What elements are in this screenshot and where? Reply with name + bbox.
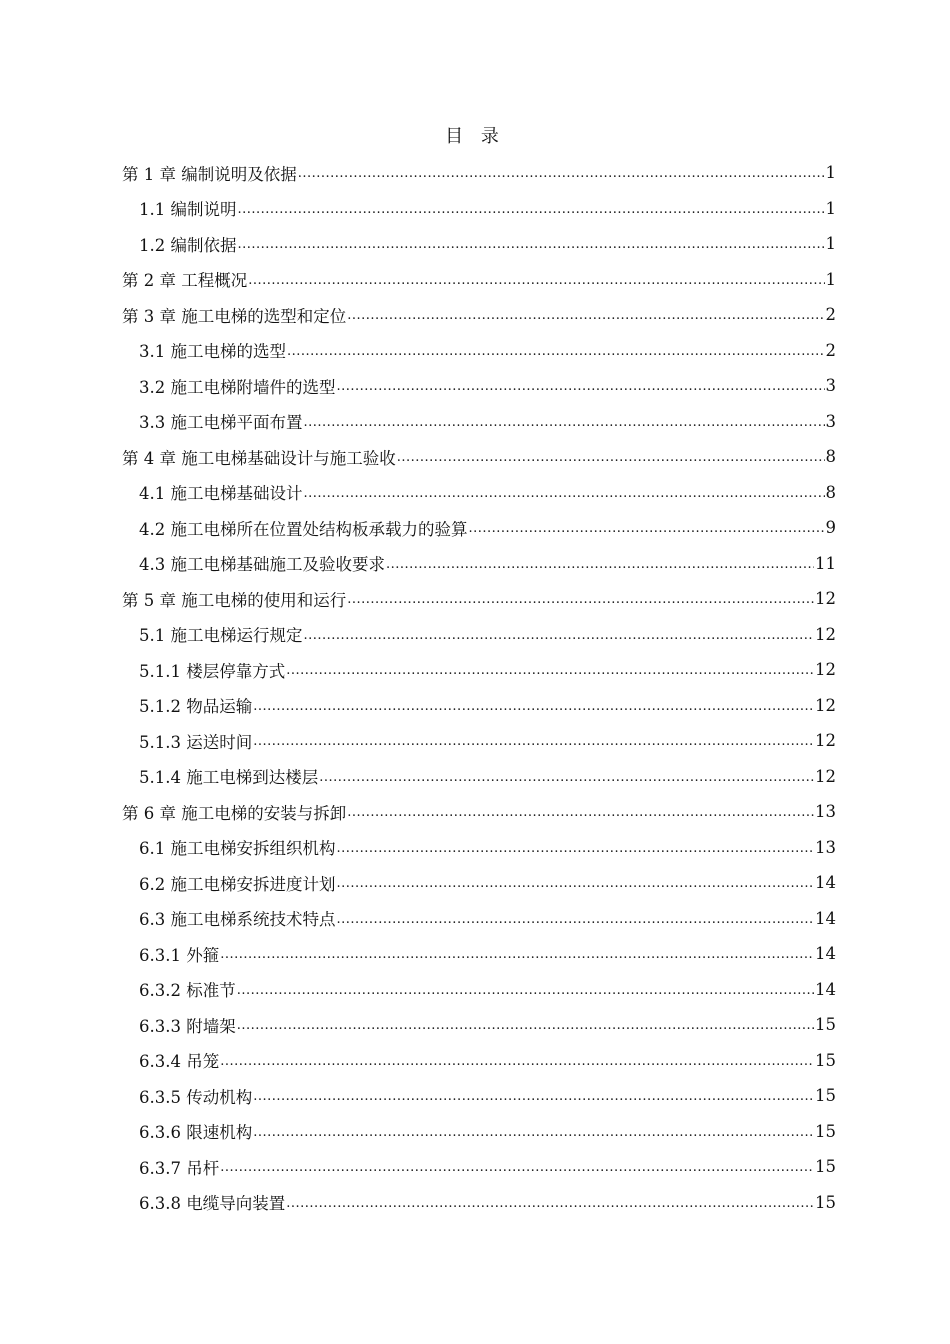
toc-dot-leader <box>347 592 814 607</box>
toc-entry-label: 6.3.3 附墙架 <box>139 1016 236 1036</box>
toc-dot-leader <box>253 1125 814 1140</box>
toc-section-entry[interactable] <box>122 830 836 866</box>
toc-dot-leader <box>337 876 815 891</box>
toc-title: 目 录 <box>445 126 505 147</box>
toc-dot-leader <box>248 273 824 288</box>
toc-section-entry[interactable] <box>122 510 836 546</box>
toc-dot-leader <box>337 379 825 394</box>
toc-section-entry[interactable] <box>122 972 836 1008</box>
toc-entry-label: 5.1.1 楼层停靠方式 <box>139 661 286 681</box>
toc-chapter-entry[interactable] <box>122 155 836 191</box>
toc-page-number: 12 <box>815 589 836 609</box>
toc-section-entry[interactable] <box>122 1149 836 1185</box>
toc-section-entry[interactable] <box>122 1078 836 1114</box>
toc-entry-label: 第 2 章 工程概况 <box>122 271 248 291</box>
toc-page-number: 14 <box>815 908 836 928</box>
toc-section-entry[interactable] <box>122 191 836 227</box>
toc-section-entry[interactable] <box>122 475 836 511</box>
toc-section-entry[interactable] <box>122 936 836 972</box>
toc-page-number: 3 <box>825 376 836 396</box>
toc-dot-leader <box>347 805 814 820</box>
toc-entry-label: 4.1 施工电梯基础设计 <box>139 484 303 504</box>
toc-dot-leader <box>253 1089 814 1104</box>
toc-dot-leader <box>220 947 814 962</box>
toc-section-entry[interactable] <box>122 333 836 369</box>
toc-entry-label: 5.1.4 施工电梯到达楼层 <box>139 768 319 788</box>
toc-page-number: 9 <box>825 518 836 538</box>
toc-section-entry[interactable] <box>122 226 836 262</box>
toc-entry-label: 4.3 施工电梯基础施工及验收要求 <box>139 555 385 575</box>
toc-section-entry[interactable] <box>122 865 836 901</box>
toc-entry-label: 1.1 编制说明 <box>139 200 237 220</box>
toc-entry-label: 6.1 施工电梯安拆组织机构 <box>139 839 336 859</box>
toc-page-number: 12 <box>815 624 836 644</box>
toc-page-number: 15 <box>815 1015 836 1035</box>
toc-chapter-entry[interactable] <box>122 297 836 333</box>
toc-page-number: 15 <box>815 1157 836 1177</box>
toc-entry-label: 4.2 施工电梯所在位置处结构板承载力的验算 <box>139 519 468 539</box>
toc-section-entry[interactable] <box>122 368 836 404</box>
toc-chapter-entry[interactable] <box>122 262 836 298</box>
toc-dot-leader <box>286 1196 814 1211</box>
toc-entry-label: 第 1 章 编制说明及依据 <box>122 164 297 184</box>
toc-dot-leader <box>386 557 814 572</box>
toc-section-entry[interactable] <box>122 404 836 440</box>
toc-entry-label: 第 5 章 施工电梯的使用和运行 <box>122 590 347 610</box>
toc-entry-label: 3.2 施工电梯附墙件的选型 <box>139 377 336 397</box>
toc-entry-label: 第 6 章 施工电梯的安装与拆卸 <box>122 803 347 823</box>
toc-entry-label: 5.1.2 物品运输 <box>139 697 253 717</box>
toc-dot-leader <box>319 770 814 785</box>
toc-dot-leader <box>469 521 825 536</box>
toc-entry-label: 5.1 施工电梯运行规定 <box>139 626 303 646</box>
toc-page-number: 3 <box>825 411 836 431</box>
toc-section-entry[interactable] <box>122 688 836 724</box>
toc-page-number: 12 <box>815 660 836 680</box>
toc-dot-leader <box>286 663 814 678</box>
toc-page-number: 8 <box>825 482 836 502</box>
toc-entry-label: 6.3.7 吊杆 <box>139 1158 220 1178</box>
toc-page-number: 2 <box>825 305 836 325</box>
table-of-contents <box>122 155 836 1220</box>
toc-entry-label: 1.2 编制依据 <box>139 235 237 255</box>
toc-dot-leader <box>347 308 824 323</box>
toc-section-entry[interactable] <box>122 723 836 759</box>
toc-section-entry[interactable] <box>122 1185 836 1221</box>
toc-page-number: 14 <box>815 979 836 999</box>
toc-section-entry[interactable] <box>122 1114 836 1150</box>
toc-dot-leader <box>337 912 815 927</box>
toc-dot-leader <box>304 628 815 643</box>
toc-section-entry[interactable] <box>122 759 836 795</box>
toc-dot-leader <box>337 841 815 856</box>
toc-dot-leader <box>253 734 814 749</box>
toc-entry-label: 3.1 施工电梯的选型 <box>139 342 286 362</box>
toc-dot-leader <box>304 486 825 501</box>
toc-page-number: 15 <box>815 1086 836 1106</box>
toc-dot-leader <box>238 202 825 217</box>
toc-entry-label: 6.2 施工电梯安拆进度计划 <box>139 874 336 894</box>
toc-entry-label: 6.3 施工电梯系统技术特点 <box>139 910 336 930</box>
toc-chapter-entry[interactable] <box>122 439 836 475</box>
toc-page-number: 1 <box>825 234 836 254</box>
toc-dot-leader <box>287 344 825 359</box>
toc-dot-leader <box>304 415 825 430</box>
toc-dot-leader <box>220 1160 814 1175</box>
toc-page-number: 1 <box>825 269 836 289</box>
toc-page-number: 15 <box>815 1192 836 1212</box>
toc-entry-label: 5.1.3 运送时间 <box>139 732 253 752</box>
toc-dot-leader <box>237 1018 814 1033</box>
toc-section-entry[interactable] <box>122 652 836 688</box>
toc-entry-label: 6.3.1 外箍 <box>139 945 220 965</box>
toc-dot-leader <box>253 699 814 714</box>
toc-page-number: 12 <box>815 766 836 786</box>
toc-page-number: 2 <box>825 340 836 360</box>
toc-entry-label: 6.3.4 吊笼 <box>139 1052 220 1072</box>
toc-section-entry[interactable] <box>122 617 836 653</box>
toc-chapter-entry[interactable] <box>122 581 836 617</box>
toc-entry-label: 第 4 章 施工电梯基础设计与施工验收 <box>122 448 396 468</box>
toc-page-number: 13 <box>815 837 836 857</box>
toc-dot-leader <box>298 166 825 181</box>
toc-page-number: 15 <box>815 1050 836 1070</box>
toc-page-number: 14 <box>815 873 836 893</box>
toc-page-number: 13 <box>815 802 836 822</box>
toc-section-entry[interactable] <box>122 546 836 582</box>
toc-page-number: 8 <box>825 447 836 467</box>
toc-dot-leader <box>238 237 825 252</box>
toc-entry-label: 6.3.8 电缆导向装置 <box>139 1194 286 1214</box>
toc-entry-label: 第 3 章 施工电梯的选型和定位 <box>122 306 347 326</box>
toc-entry-label: 6.3.6 限速机构 <box>139 1123 253 1143</box>
toc-page-number: 15 <box>815 1121 836 1141</box>
toc-dot-leader <box>397 450 825 465</box>
toc-section-entry[interactable] <box>122 901 836 937</box>
toc-entry-label: 6.3.2 标准节 <box>139 981 236 1001</box>
toc-page-number: 1 <box>825 198 836 218</box>
toc-page-number: 14 <box>815 944 836 964</box>
toc-dot-leader <box>237 983 814 998</box>
toc-chapter-entry[interactable] <box>122 794 836 830</box>
toc-dot-leader <box>220 1054 814 1069</box>
toc-page-number: 11 <box>815 553 836 573</box>
toc-section-entry[interactable] <box>122 1007 836 1043</box>
toc-page-number: 12 <box>815 695 836 715</box>
toc-page-number: 12 <box>815 731 836 751</box>
toc-section-entry[interactable] <box>122 1043 836 1079</box>
toc-entry-label: 6.3.5 传动机构 <box>139 1087 253 1107</box>
toc-entry-label: 3.3 施工电梯平面布置 <box>139 413 303 433</box>
toc-page-number: 1 <box>825 163 836 183</box>
